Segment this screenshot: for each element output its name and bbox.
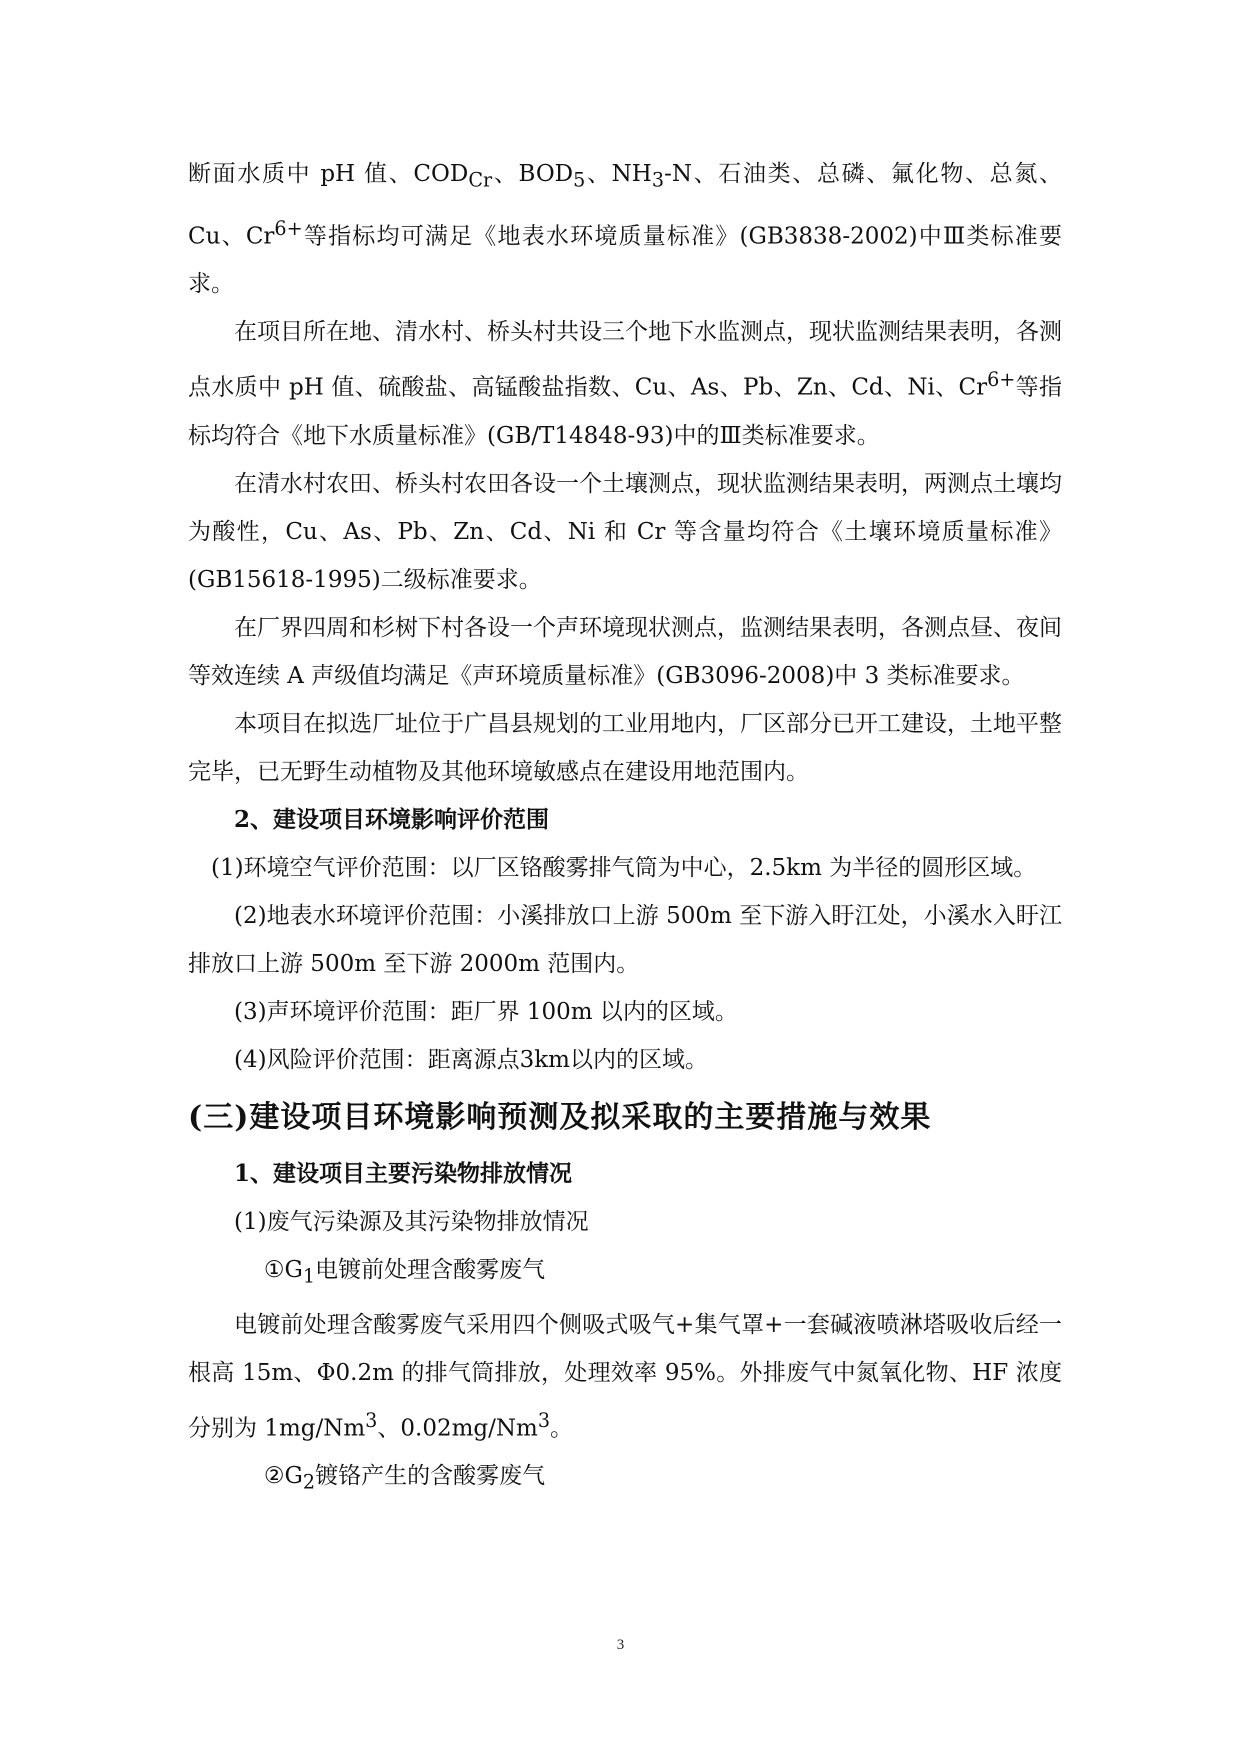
subsection-title-waste-gas: (1)废气污染源及其污染物排放情况 [234,1208,589,1235]
scope-item-risk: (4)风险评价范围：距离源点3km以内的区域。 [234,1046,708,1073]
paragraph-groundwater: 在项目所在地、清水村、桥头村共设三个地下水监测点，现状监测结果表明，各测点水质中 pH 值、硫酸盐、高锰酸盐指数、Cu、As、Pb、Zn、Cd、Ni、$Cr^{6+}$等指标均符合《地下水质量标准》(GB/T14848-93)中的Ⅲ类标准要求。 [188,319,1063,449]
paragraph-soil: 在清水村农田、桥头村农田各设一个土壤测点，现状监测结果表明，两测点土壤均为酸性，Cu、As、Pb、Zn、Cd、Ni 和 Cr 等含量均符合《土壤环境质量标准》(GB15618-1995)二级标准要求。 [188,470,1062,593]
paragraph-noise: 在厂界四周和杉树下村各设一个声环境现状测点，监测结果表明，各测点昼、夜间等效连续 A 声级值均满足《声环境质量标准》(GB3096-2008)中 3 类标准要求。 [188,614,1062,689]
paragraph-g1-treatment: 电镀前处理含酸雾废气采用四个侧吸式吸气+集气罩+一套碱液喷淋塔吸收后经一根高 15m、Φ0.2m 的排气筒排放，处理效率 95%。外排废气中氮氧化物、HF 浓度分别为 1mg/Nm$^3$、0.02mg/Nm$^3$。 [188,1311,1062,1442]
paragraph-surface-water: 断面水质中 pH 值、$COD_{Cr}$、$BOD_5$、$NH_3-N$、石油类、总磷、氟化物、总氮、Cu、$Cr^{6+}$等指标均可满足《地表水环境质量标准》(GB3838-2002)中Ⅲ类标准要求。 [188,161,1062,298]
section-title-assessment-scope: 2、建设项目环境影响评价范围 [234,805,550,833]
page-content [188,150,1062,1507]
scope-item-surface-water: (2)地表水环境评价范围：小溪排放口上游 500m 至下游入盱江处，小溪水入盱江排放口上游 500m 至下游 2000m 范围内。 [188,902,1062,977]
scope-item-noise: (3)声环境评价范围：距厂界 100m 以内的区域。 [234,998,738,1025]
scope-item-air: (1)环境空气评价范围：以厂区铬酸雾排气筒为中心，2.5km 为半径的圆形区域。 [211,854,1037,881]
paragraph-land: 本项目在拟选厂址位于广昌县规划的工业用地内，厂区部分已开工建设，土地平整完毕，已无野生动植物及其他环境敏感点在建设用地范围内。 [188,710,1062,785]
page-number: 3 [616,1637,625,1653]
chapter-title-impact-prediction: (三)建设项目环境影响预测及拟采取的主要措施与效果 [188,1099,932,1135]
item-title-g1: $①G_1$电镀前处理含酸雾废气 [263,1256,546,1288]
item-title-g2: $②G_2$镀铬产生的含酸雾废气 [263,1463,546,1494]
section-title-pollutant-emissions: 1、建设项目主要污染物排放情况 [234,1159,573,1187]
